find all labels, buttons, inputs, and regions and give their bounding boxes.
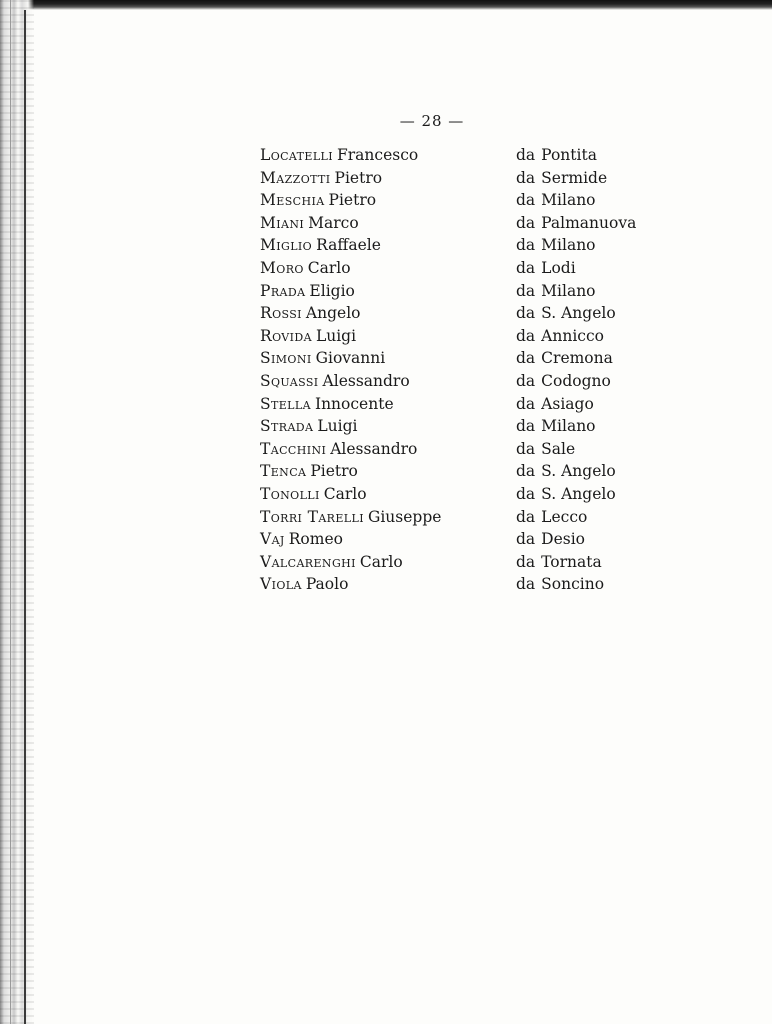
list-item xyxy=(0,573,772,596)
surname: Simoni xyxy=(260,349,312,368)
person-name xyxy=(260,212,359,235)
person-name xyxy=(260,257,351,280)
person-name xyxy=(260,551,403,574)
origin-preposition: da xyxy=(516,394,536,413)
origin-preposition: da xyxy=(516,530,536,549)
person-name xyxy=(260,302,360,325)
surname: Viola xyxy=(260,575,302,594)
origin-place: Lodi xyxy=(541,258,576,277)
list-item xyxy=(0,302,772,325)
given-name: Pietro xyxy=(334,168,383,187)
surname: Stella xyxy=(260,394,311,413)
surname: Torri Tarelli xyxy=(260,507,364,526)
origin-preposition: da xyxy=(516,281,536,300)
origin-place: Milano xyxy=(541,191,596,210)
origin-preposition: da xyxy=(516,462,536,481)
given-name: Giuseppe xyxy=(367,507,442,526)
origin-preposition: da xyxy=(516,168,536,187)
surname: Moro xyxy=(260,258,304,277)
list-item xyxy=(0,257,772,280)
origin-place: Soncino xyxy=(541,575,605,594)
origin-place: Desio xyxy=(541,530,586,549)
origin-preposition: da xyxy=(516,484,536,503)
surname: Miglio xyxy=(260,236,313,255)
surname: Rovida xyxy=(260,326,312,345)
origin-preposition: da xyxy=(516,371,536,390)
name-origin-list xyxy=(0,144,772,596)
origin-place: Milano xyxy=(541,417,596,436)
origin-place: Codogno xyxy=(541,371,611,390)
surname: Prada xyxy=(260,281,306,300)
person-name xyxy=(260,234,381,257)
surname: Valcarenghi xyxy=(260,552,356,571)
origin xyxy=(516,551,602,574)
list-item xyxy=(0,212,772,235)
origin-place: Pontita xyxy=(541,146,597,164)
list-item xyxy=(0,234,772,257)
person-name xyxy=(260,438,417,461)
origin-preposition: da xyxy=(516,191,536,210)
origin-preposition: da xyxy=(516,146,536,164)
list-item xyxy=(0,325,772,348)
scan-top-edge xyxy=(0,0,772,10)
given-name: Paolo xyxy=(305,575,349,594)
person-name xyxy=(260,144,418,167)
origin xyxy=(516,528,585,551)
person-name xyxy=(260,528,343,551)
surname: Miani xyxy=(260,213,305,232)
origin-place: Sale xyxy=(541,439,576,458)
given-name: Luigi xyxy=(315,326,357,345)
origin-preposition: da xyxy=(516,439,536,458)
origin-preposition: da xyxy=(516,213,536,232)
origin xyxy=(516,280,596,303)
surname: Squassi xyxy=(260,371,319,390)
person-name xyxy=(260,189,376,212)
surname: Tenca xyxy=(260,462,307,481)
origin-preposition: da xyxy=(516,258,536,277)
given-name: Giovanni xyxy=(315,349,386,368)
origin xyxy=(516,234,596,257)
person-name xyxy=(260,393,394,416)
given-name: Alessandro xyxy=(322,371,410,390)
list-item xyxy=(0,415,772,438)
person-name xyxy=(260,483,367,506)
origin-preposition: da xyxy=(516,507,536,526)
origin-place: Annicco xyxy=(541,326,604,345)
origin xyxy=(516,460,616,483)
given-name: Marco xyxy=(308,213,359,232)
list-item xyxy=(0,460,772,483)
list-item xyxy=(0,189,772,212)
surname: Meschia xyxy=(260,191,325,210)
origin xyxy=(516,347,613,370)
list-item xyxy=(0,438,772,461)
origin xyxy=(516,415,596,438)
surname: Strada xyxy=(260,417,314,436)
list-item xyxy=(0,506,772,529)
origin xyxy=(516,325,604,348)
origin-preposition: da xyxy=(516,349,536,368)
origin xyxy=(516,212,636,235)
origin-place: Lecco xyxy=(541,507,588,526)
given-name: Pietro xyxy=(328,191,377,210)
origin-place: Tornata xyxy=(541,552,602,571)
surname: Vaj xyxy=(260,530,285,549)
origin-place: S. Angelo xyxy=(541,304,616,323)
person-name xyxy=(260,460,358,483)
given-name: Romeo xyxy=(288,530,343,549)
list-item xyxy=(0,370,772,393)
origin-place: Milano xyxy=(541,281,596,300)
origin-place: S. Angelo xyxy=(541,462,616,481)
given-name: Raffaele xyxy=(316,236,381,255)
origin xyxy=(516,302,616,325)
list-item xyxy=(0,167,772,190)
origin-place: Asiago xyxy=(541,394,594,413)
origin xyxy=(516,483,616,506)
origin xyxy=(516,167,607,190)
list-item xyxy=(0,393,772,416)
person-name xyxy=(260,325,356,348)
person-name xyxy=(260,415,357,438)
list-item xyxy=(0,144,772,167)
surname: Tonolli xyxy=(260,484,320,503)
origin xyxy=(516,257,576,280)
origin xyxy=(516,144,597,167)
page-number: — 28 — xyxy=(399,112,465,130)
list-item xyxy=(0,551,772,574)
origin-preposition: da xyxy=(516,326,536,345)
list-item xyxy=(0,483,772,506)
given-name: Carlo xyxy=(359,552,403,571)
surname: Mazzotti xyxy=(260,168,331,187)
origin-place: Palmanuova xyxy=(541,213,637,232)
origin xyxy=(516,573,604,596)
origin xyxy=(516,189,596,212)
given-name: Angelo xyxy=(305,304,361,323)
origin-place: S. Angelo xyxy=(541,484,616,503)
person-name xyxy=(260,280,355,303)
given-name: Carlo xyxy=(323,484,367,503)
given-name: Luigi xyxy=(317,417,358,436)
given-name: Francesco xyxy=(337,146,419,164)
list-item xyxy=(0,347,772,370)
origin-place: Cremona xyxy=(541,349,613,368)
surname: Tacchini xyxy=(260,439,327,458)
origin xyxy=(516,393,594,416)
person-name xyxy=(260,167,382,190)
origin xyxy=(516,506,587,529)
person-name xyxy=(260,506,441,529)
given-name: Innocente xyxy=(314,394,394,413)
given-name: Pietro xyxy=(310,462,358,481)
surname: Locatelli xyxy=(260,146,333,164)
person-name xyxy=(260,347,385,370)
list-item xyxy=(0,280,772,303)
given-name: Alessandro xyxy=(330,439,418,458)
origin-place: Milano xyxy=(541,236,596,255)
origin-preposition: da xyxy=(516,552,536,571)
origin-preposition: da xyxy=(516,236,536,255)
origin xyxy=(516,370,611,393)
origin-place: Sermide xyxy=(541,168,608,187)
origin xyxy=(516,438,575,461)
origin-preposition: da xyxy=(516,417,536,436)
origin-preposition: da xyxy=(516,575,536,594)
given-name: Carlo xyxy=(307,258,351,277)
given-name: Eligio xyxy=(309,281,355,300)
person-name xyxy=(260,370,410,393)
origin-preposition: da xyxy=(516,304,536,323)
surname: Rossi xyxy=(260,304,302,323)
person-name xyxy=(260,573,348,596)
list-item xyxy=(0,528,772,551)
